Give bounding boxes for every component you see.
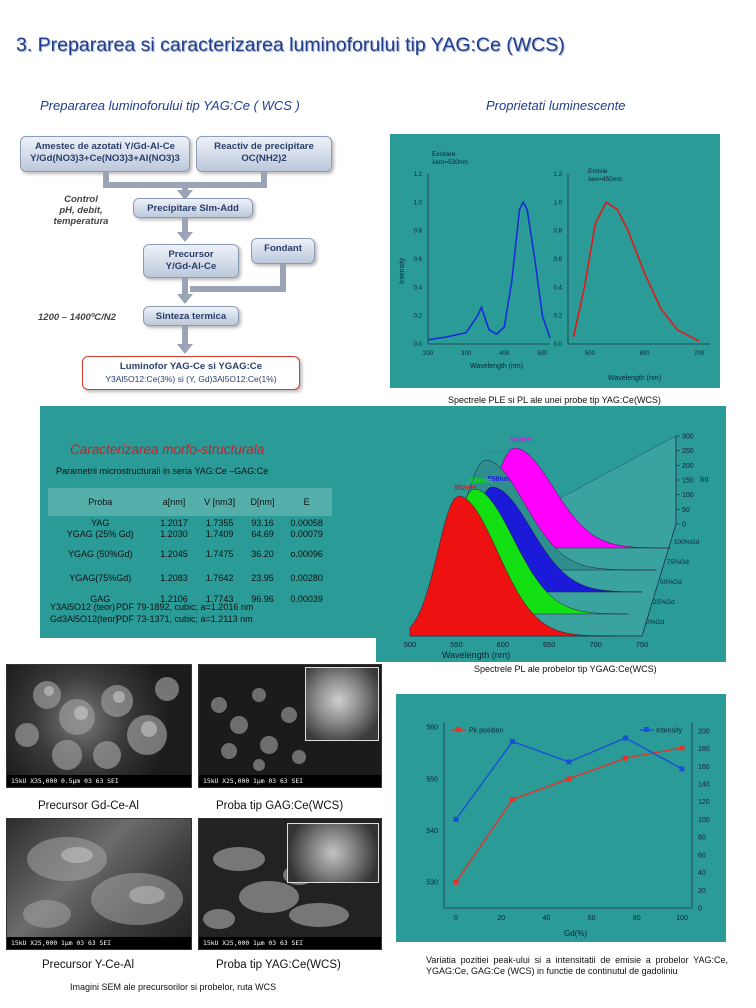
emission-legend-wavelength: λex=450nm: [588, 176, 622, 183]
ple-left-xtick: 500: [537, 351, 548, 357]
flow-box-result: Luminofor YAG-Ce si YGAG:Ce Y3Al5O12:Ce(3%) si (Y, Gd)3Al5O12:Ce(1%): [82, 356, 300, 390]
reference-block: [50, 601, 253, 625]
excitation-legend-wavelength: λem=530nm: [432, 159, 468, 166]
page-title: 3. Prepararea si caracterizarea luminoforului tip YAG:Ce (WCS): [16, 34, 565, 56]
variation-point: [454, 880, 459, 885]
legend-intensity: Intensity: [656, 727, 683, 735]
ple-right-ytick: 0.4: [553, 285, 562, 292]
variation-chart-panel: [396, 694, 726, 942]
sem-image-yag: [198, 818, 382, 950]
pl3d-caption: Spectrele PL ale probelor tip YGAG:Ce(WCS): [474, 664, 657, 674]
variation-point: [567, 776, 572, 781]
variation-right-tick: 20: [698, 887, 706, 895]
table-row: [48, 542, 332, 566]
sem-info-bar: 15kU X25,000 1μm 03 63 SEI: [199, 775, 381, 787]
variation-right-tick: 120: [698, 799, 710, 807]
pl3d-xtick: 650: [542, 640, 556, 649]
table-cell: 1.7743: [205, 593, 234, 604]
ple-ylabel: Intensity: [399, 257, 406, 284]
table-cell: 1.2106: [160, 593, 188, 604]
variation-right-tick: 100: [698, 816, 710, 824]
table-cell: 1.7355: [205, 518, 234, 528]
variation-xtick: 20: [497, 915, 506, 922]
right-subtitle: Proprietati luminescente: [486, 98, 626, 113]
ple-right-xtick: 500: [584, 351, 595, 357]
variation-left-tick: 530: [426, 879, 438, 887]
sem-caption: Imagini SEM ale precursorilor si probelor, ruta WCS: [70, 982, 277, 992]
pl3d-depth-label: 25%Gd: [653, 599, 675, 606]
sem-image-gd-precursor: [6, 664, 192, 788]
table-cell: 0.00079: [290, 529, 323, 539]
pl3d-ztick: 300: [682, 433, 694, 441]
pl3d-ztick: 150: [682, 477, 694, 485]
variation-point: [680, 766, 685, 771]
sem-info-bar: 15kU X35,000 0.5μm 03 63 SEI: [7, 775, 191, 787]
variation-left-tick: 550: [426, 776, 438, 784]
pl3d-depth-label: 0%Gd: [646, 619, 665, 626]
variation-legend: [452, 727, 683, 735]
pl3d-xtick: 550: [450, 640, 463, 649]
pl3d-ztick: 0: [682, 521, 686, 529]
left-subtitle: Prepararea luminoforului tip YAG:Ce ( WCS ): [40, 98, 300, 113]
variation-xtick: 100: [676, 915, 688, 922]
ple-right-ytick: 0.0: [553, 342, 562, 348]
table-header: a[nm]: [153, 488, 196, 516]
ple-right-ytick: 1.2: [553, 172, 562, 178]
flow-box-precursor: Precursor Y/Gd-Al-Ce: [143, 244, 239, 278]
variation-right-tick: 0: [698, 905, 702, 913]
ple-right-ytick: 0.8: [553, 228, 562, 235]
pl3d-peak-label: 558nm: [487, 476, 511, 483]
variation-xtick: 40: [542, 915, 551, 922]
pl3d-xtick: 700: [589, 640, 602, 649]
table-cell: 1.2045: [160, 548, 188, 559]
ple-left-ytick: 1.0: [413, 200, 422, 207]
flow-box-reagent: Reactiv de precipitare OC(NH2)2: [196, 136, 332, 172]
variation-right-tick: 180: [698, 746, 710, 754]
sem-inset: [287, 823, 379, 883]
table-cell: YAG: [91, 518, 110, 528]
morpho-heading: Caracterizarea morfo-structurala: [70, 442, 265, 457]
emission-legend: Emisie: [588, 168, 608, 175]
table-header: E: [281, 488, 332, 516]
pl3d-peak-label: 552nm: [454, 485, 477, 492]
sem-info-bar: 15kU X25,000 1μm 03 63 SEI: [199, 937, 381, 949]
pk-position-line: [456, 748, 682, 882]
ple-right-xtick: 700: [694, 351, 705, 357]
excitation-legend: Excitare: [432, 151, 456, 158]
table-cell: 0.00058: [290, 518, 323, 528]
pl3d-xtick: 600: [496, 640, 510, 649]
flow-temperature-note: 1200 – 1400ºC/N2: [38, 312, 116, 323]
reference-label: Gd3Al5O12(teor): [50, 614, 119, 624]
flow-box-synthesis: Sinteza termica: [143, 306, 239, 326]
pl3d-peak-label: 536nm: [470, 478, 493, 485]
ple-left-ytick: 0.8: [413, 228, 422, 235]
pl3d-depth-label: 100%Gd: [674, 539, 700, 546]
ple-left-ytick: 0.0: [413, 342, 422, 348]
ple-left-xtick: 200: [422, 351, 434, 357]
table-cell: 23.95: [251, 572, 274, 583]
reference-text: PDF 79-1892, cubic; a=1.2016 nm: [116, 602, 254, 612]
table-cell: 1.7475: [205, 548, 234, 559]
pl3d-ztick: 200: [682, 462, 694, 470]
variation-right-tick: 80: [698, 834, 706, 842]
variation-point: [680, 745, 685, 750]
variation-left-tick: 560: [426, 724, 438, 732]
table-header: D[nm]: [244, 488, 281, 516]
table-cell: YGAG (50%Gd): [67, 548, 133, 559]
sem-label-y-precursor: Precursor Y-Ce-Al: [42, 959, 135, 971]
table-cell: 0.00039: [290, 593, 323, 604]
table-header: V [nm3]: [195, 488, 243, 516]
pl3d-xtick: 500: [403, 640, 417, 649]
sem-label-yag: Proba tip YAG:Ce(WCS): [216, 959, 341, 971]
variation-xlabel: Gd(%): [564, 929, 588, 938]
pl3d-ztick: 50: [682, 506, 690, 514]
sem-label-gag: Proba tip GAG:Ce(WCS): [216, 800, 344, 812]
pl3d-depth-label: 75%Gd: [667, 559, 689, 566]
table-cell: YGAG (25% Gd): [66, 529, 134, 539]
ple-caption: Spectrele PLE si PL ale unei probe tip YAG:Ce(WCS): [448, 395, 661, 405]
emission-series-line: [574, 202, 700, 341]
pl3d-depth-label: 50%Gd: [660, 579, 682, 586]
flow-control-note: Control pH, debit, temperatura: [53, 194, 109, 227]
ple-right-xtick: 600: [639, 351, 650, 357]
sem-texture: [7, 665, 192, 777]
table-cell: 64.69: [251, 529, 274, 539]
table-cell: 93.16: [251, 518, 274, 528]
ple-pl-chart-panel: [390, 134, 720, 388]
pl3d-ztick: 250: [682, 448, 694, 456]
table-cell: 1.7409: [205, 529, 234, 539]
legend-pk-position: Pk position: [469, 727, 504, 735]
reference-text: PDF 73-1371, cubic; a=1.2113 nm: [116, 614, 253, 624]
sem-image-gag: [198, 664, 382, 788]
sem-image-y-precursor: [6, 818, 192, 950]
variation-point: [510, 739, 515, 744]
sem-label-gd-precursor: Precursor Gd-Ce-Al: [38, 800, 139, 812]
table-cell: 1.2017: [160, 518, 188, 528]
ple-left-xtick: 300: [461, 351, 472, 357]
table-cell: 1.2083: [160, 572, 188, 583]
table-cell: 1.7642: [205, 572, 234, 583]
table-row: [48, 566, 332, 590]
table-header: Proba: [48, 488, 153, 516]
variation-xtick: 60: [587, 915, 596, 922]
ple-left-ytick: 0.2: [413, 313, 422, 320]
pl3d-zlabel: Int: [700, 475, 709, 484]
pl3d-xtick: 750: [635, 640, 649, 649]
table-cell: YGAG(75%Gd): [69, 572, 132, 583]
ple-left-ytick: 1.2: [413, 172, 422, 178]
ple-left-ytick: 0.4: [413, 285, 422, 292]
microstructure-table: [48, 488, 332, 608]
ple-right-ytick: 1.0: [553, 200, 562, 207]
variation-right-tick: 60: [698, 852, 706, 860]
pl3d-xlabel: Wavelength (nm): [442, 650, 511, 660]
ple-right-xlabel: Wavelength (nm): [608, 375, 662, 382]
variation-point: [567, 759, 572, 764]
variation-right-tick: 200: [698, 728, 710, 736]
variation-right-tick: 40: [698, 870, 706, 878]
ple-left-xlabel: Wavelength (nm): [470, 363, 524, 370]
flow-box-flux: Fondant: [251, 238, 315, 264]
ple-right-ytick: 0.6: [553, 257, 562, 263]
ple-left-xtick: 400: [499, 351, 510, 357]
variation-chart: [396, 694, 726, 942]
ple-right-ytick: 0.2: [553, 313, 562, 320]
variation-left-tick: 540: [426, 828, 438, 835]
flow-box-nitrates: Amestec de azotati Y/Gd-Al-Ce Y/Gd(NO3)3+Ce(NO3)3+Al(NO3)3: [20, 136, 190, 172]
pl3d-peak-label: 554nm: [481, 449, 504, 456]
table-cell: GAG: [90, 593, 111, 604]
table-cell: 1.2030: [160, 529, 188, 539]
flow-box-precipitation: Precipitare SIm-Add: [133, 198, 253, 218]
table-cell: 96.96: [251, 593, 274, 604]
variation-point: [623, 756, 628, 761]
variation-point: [454, 817, 459, 822]
variation-xtick: 0: [454, 915, 458, 922]
variation-right-tick: 140: [698, 781, 710, 789]
table-cell: 0.00280: [290, 572, 323, 583]
sem-info-bar: 15kU X25,000 1μm 03 63 SEI: [7, 937, 191, 949]
excitation-series-line: [428, 202, 550, 339]
ple-pl-chart: [390, 134, 720, 388]
variation-point: [623, 735, 628, 740]
variation-point: [510, 797, 515, 802]
table-header-row: [48, 488, 332, 516]
morpho-table-caption: Parametrii microstructurali in seria YAG:Ce –GAG:Ce: [56, 466, 269, 476]
pl3d-peak-label: 552nm: [510, 437, 533, 444]
sem-inset: [305, 667, 379, 741]
table-cell: 36.20: [251, 548, 274, 559]
ple-left-ytick: 0.6: [413, 257, 422, 263]
variation-right-tick: 160: [698, 763, 710, 771]
variation-caption: Variatia pozitiei peak-ului si a intensitatii de emisie a probelor YAG:Ce, YGAG:Ce, GAG:Ce (WCS) in functie de continutul de gadoliniu: [426, 955, 728, 976]
table-cell: o.00096: [290, 548, 323, 559]
pl3d-chart: [376, 406, 726, 662]
sem-texture: [7, 819, 192, 939]
variation-xtick: 80: [632, 915, 641, 922]
pl3d-ztick: 100: [682, 492, 694, 500]
table-row: [48, 516, 332, 542]
reference-label: Y3Al5O12 (teor): [50, 602, 116, 612]
